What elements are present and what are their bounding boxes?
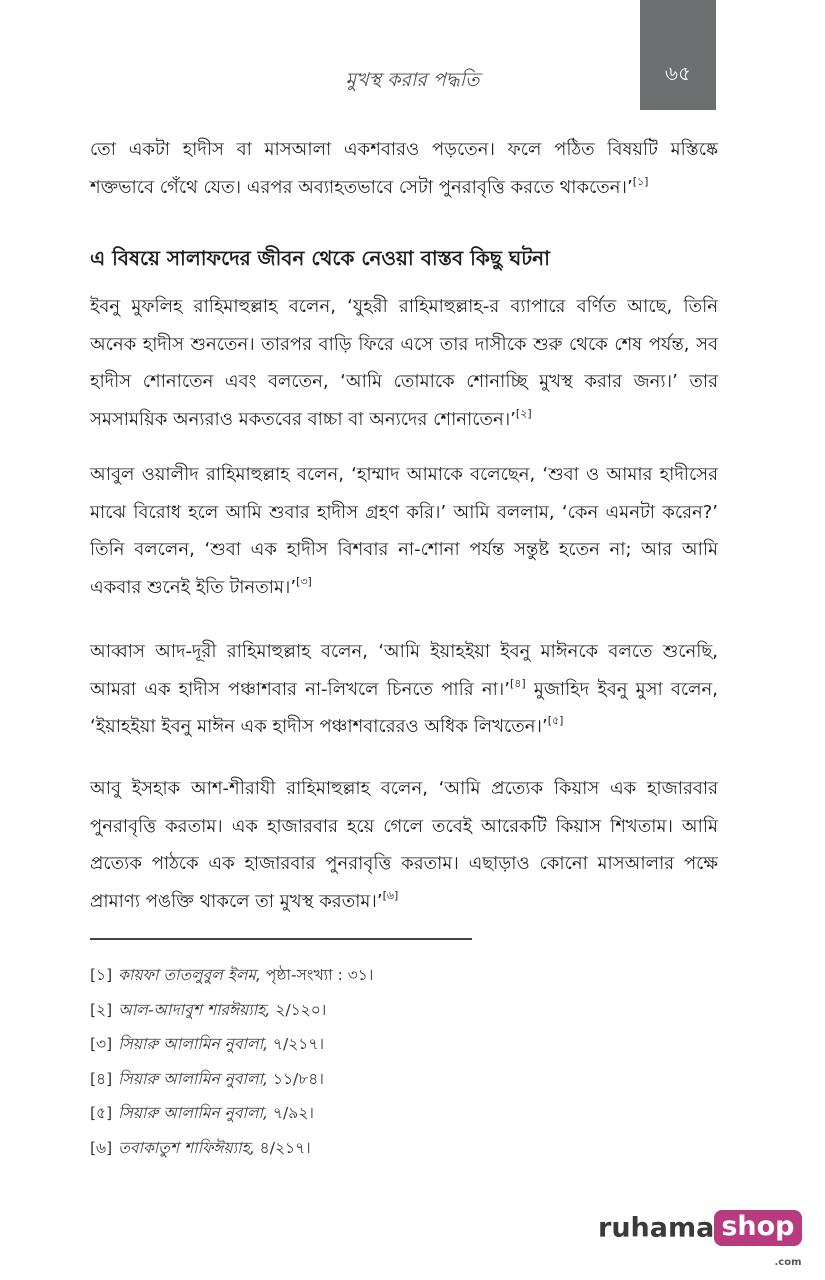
footnote-number: [৫] [90, 1104, 113, 1122]
footnote-reference: পৃষ্ঠা-সংখ্যা : ৩১। [260, 966, 374, 984]
paragraph-abul-walid [90, 456, 718, 606]
footnote-divider [90, 938, 472, 940]
footnote-number: [২] [90, 1000, 113, 1019]
footnote-source-title: কায়ফা তাতলুবুল ইলম, [118, 966, 261, 984]
footnote-item [90, 958, 730, 993]
paragraph-text: মুজাহিদ ইবনু মুসা বলেন, ‘ইয়াহইয়া ইবনু মাঈন এক হাদীস পঞ্চাশবারেরও অধিক লিখতেন।’ [90, 678, 718, 737]
footnote-source-title: আল-আদাবুশ শারঈয়্যাহ, [118, 1000, 271, 1019]
footnote-reference: ৭/৯২। [267, 1104, 314, 1122]
footnote-number: [৩] [90, 1035, 113, 1053]
footnote-reference: ২/১২০। [270, 1000, 327, 1019]
footnote-ref-5: [৫] [547, 714, 564, 727]
paragraph-ibn-muflih [90, 288, 718, 438]
logo-shop-text: shop [721, 1211, 795, 1242]
footnote-reference: ১১/৮৪। [267, 1069, 324, 1088]
page-number: ৬৫ [665, 61, 691, 85]
paragraph-text: আবু ইসহাক আশ-শীরাযী রাহিমাহুল্লাহ বলেন, ‘আমি প্রত্যেক কিয়াস এক হাজারবার পুনরাবৃত্তি করতাম। এক হাজারবার হয়ে গেলে তবেই আরেকটি কিয়াস শিখতাম। আমি প্রত্যেক পাঠকে এক হাজারবার পুনরাবৃত্তি করতাম। এছাড়াও কোনো মাসআলার পক্ষে প্রামাণ্য পঙক্তি থাকলে তা মুখস্থ করতাম।’ [90, 778, 718, 912]
footnote-item [90, 1131, 730, 1166]
footnote-ref-3: [৩] [296, 574, 312, 588]
footnote-source-title: সিয়ারু আলামিন নুবালা, [118, 1069, 268, 1088]
paragraph-text: ইবনু মুফলিহ রাহিমাহুল্লাহ বলেন, ‘যুহরী রাহিমাহুল্লাহ-র ব্যাপারে বর্ণিত আছে, তিনি অনেক হাদীস শুনতেন। তারপর বাড়ি ফিরে এসে তার দাসীকে শুরু থেকে শেষ পর্যন্ত, সব হাদীস শোনাতেন এবং বলতেন, ‘আমি তোমাকে শোনাচ্ছি মুখস্থ করার জন্য।’ তার সমসাময়িক অন্যরাও মকতবের বাচ্চা বা অন্যদের শোনাতেন।’ [90, 296, 718, 430]
footnotes-list [90, 958, 730, 1165]
footnote-ref-4: [৪] [509, 676, 526, 690]
footnote-ref-1: [১] [632, 174, 649, 188]
footnote-number: [৪] [90, 1069, 113, 1088]
footnote-item [90, 1096, 730, 1131]
running-header-title: মুখস্থ করার পদ্ধতি [345, 69, 480, 91]
paragraph-abbas-ad-duri [90, 633, 718, 746]
footnote-reference: ৪/২১৭। [254, 1138, 311, 1157]
footnote-item [90, 1027, 730, 1062]
logo-shop-badge [714, 1210, 802, 1268]
footnote-item [90, 993, 730, 1028]
logo-brand-text: ruhama [598, 1212, 715, 1244]
paragraph-text: আবুল ওয়ালীদ রাহিমাহুল্লাহ বলেন, ‘হাম্মাদ আমাকে বলেছেন, ‘শুবা ও আমার হাদীসের মাঝে বিরোধ হলে আমি শুবার হাদীস গ্রহণ করি।’ আমি বললাম, ‘কেন এমনটা করেন?’ তিনি বললেন, ‘শুবা এক হাদীস বিশবার না-শোনা পর্যন্ত সন্তুষ্ট হতেন না; আর আমি একবার শুনেই ইতি টানতাম।’ [90, 464, 718, 598]
intro-text: তো একটা হাদীস বা মাসআলা একশবারও পড়তেন। ফলে পঠিত বিষয়টি মস্তিষ্কে শক্তভাবে গেঁথে যেত। এরপর অব্যাহতভাবে সেটা পুনরাবৃত্তি করতে থাকতেন।’ [90, 139, 718, 198]
footnote-source-title: তবাকাতুশ শাফিঈয়্যাহ, [118, 1138, 255, 1157]
publisher-logo [598, 1210, 802, 1268]
footnote-reference: ৭/২১৭। [268, 1035, 324, 1053]
paragraph-text: আব্বাস আদ-দূরী রাহিমাহুল্লাহ বলেন, ‘আমি ইয়াহইয়া ইবনু মাঈনকে বলতে শুনেছি, আমরা এক হাদীস পঞ্চাশবার না-লিখলে চিনতে পারি না।’ [90, 641, 718, 700]
footnote-source-title: সিয়ারু আলামিন নুবালা, [118, 1035, 268, 1053]
logo-domain-text: .com [774, 1257, 802, 1268]
footnote-number: [১] [90, 966, 113, 984]
footnote-number: [৬] [90, 1138, 113, 1157]
footnote-source-title: সিয়ারু আলামিন নুবালা, [118, 1104, 268, 1122]
footnote-ref-6: [৬] [382, 888, 399, 902]
intro-paragraph [90, 131, 718, 206]
section-heading: এ বিষয়ে সালাফদের জীবন থেকে নেওয়া বাস্তব কিছু ঘটনা [90, 246, 550, 270]
paragraph-abu-ishaq [90, 770, 718, 920]
footnote-item [90, 1062, 730, 1097]
footnote-ref-2: [২] [515, 406, 532, 420]
